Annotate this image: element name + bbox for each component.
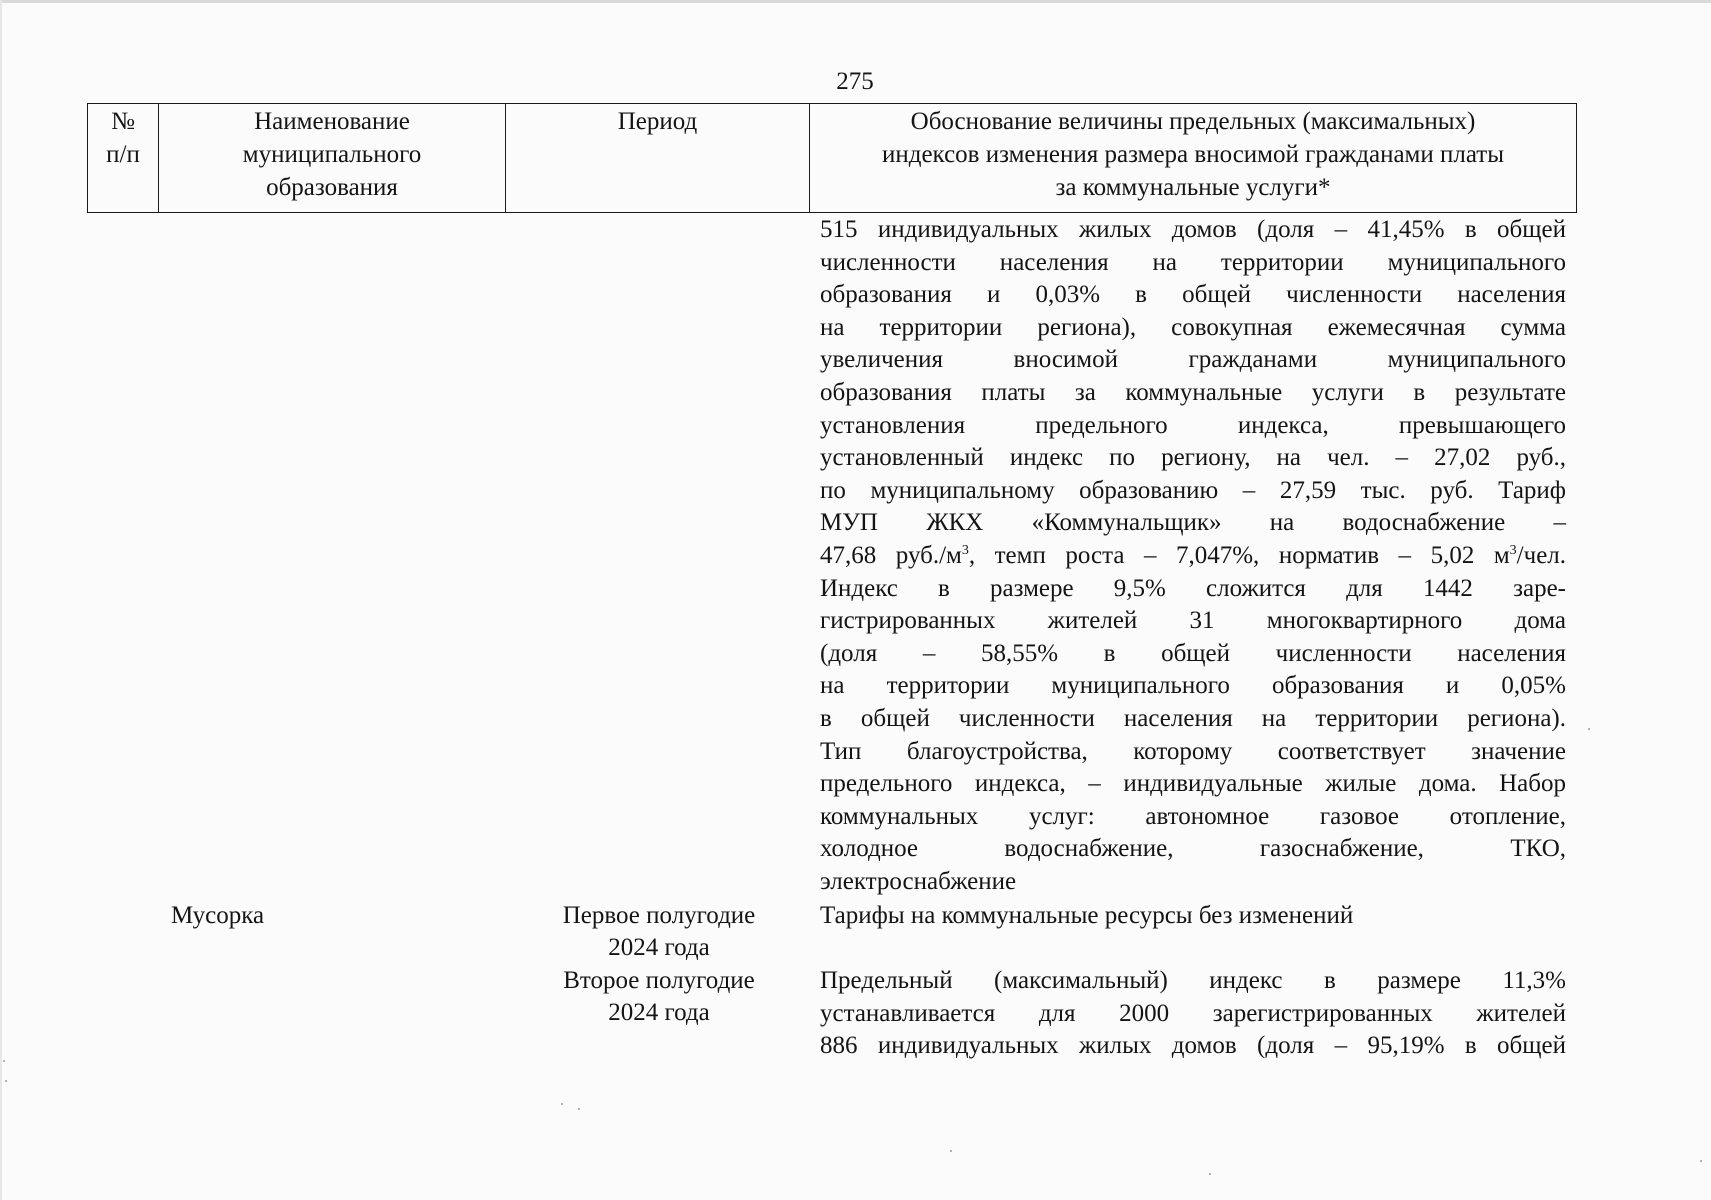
scan-speck [3,1060,5,1062]
header-period-label: Период [617,108,698,135]
justification-line: электроснабжение [820,867,1017,895]
header-cell-municipality [159,104,506,213]
justification-line: по муниципальному образованию – 27,59 тыс. руб. Тариф [820,476,1566,504]
header-municipality-line: образования [266,174,398,201]
superscript: 3 [961,542,969,558]
tariff-note: Тарифы на коммунальные ресурсы без изменений [820,902,1354,929]
tariff-text: , темп роста – 7,047%, норматив – 5,02 м [968,541,1510,569]
header-cell-number [88,104,159,213]
header-justification-line: за коммунальные услуги* [1055,174,1331,201]
scan-speck [1588,728,1590,730]
justification-line: предельного индекса, – индивидуальные жилые дома. Набор [820,770,1566,798]
justification-line: устанавливается для 2000 зарегистрированных жителей [820,999,1566,1027]
header-municipality-line: Наименование [254,108,410,135]
justification-line: коммунальных услуг: автономное газовое отопление, [820,802,1566,830]
period-line: Первое полугодие [562,902,756,929]
justification-line: Предельный (максимальный) индекс в размере 11,3% [820,967,1566,994]
header-justification-line: Обоснование величины предельных (максимальных) [910,108,1476,135]
period-second-half [506,965,812,1029]
justification-line: Тип благоустройства, которому соответствует значение [820,737,1566,765]
scan-edge-top [0,0,1711,3]
justification-line: увеличения вносимой гражданами муниципального [820,346,1566,374]
municipality-name: Мусорка [171,902,265,929]
scan-speck [561,1103,563,1105]
justification-line: на территории муниципального образования и 0,05% [820,672,1566,700]
justification-line: МУП ЖКХ «Коммунальщик» на водоснабжение – [820,509,1566,537]
justification-line: (доля – 58,55% в общей численности населения [820,639,1566,667]
scan-speck [5,1080,7,1082]
justification-line: гистрированных жителей 31 многоквартирного дома [820,607,1566,635]
header-cell-justification [810,104,1577,213]
table-header-row [88,104,1577,213]
header-cell-period [506,104,810,213]
justification-line: на территории региона), совокупная ежемесячная сумма [820,313,1566,341]
justification-line: Индекс в размере 9,5% сложится для 1442 заре- [820,574,1566,602]
justification-line: в общей численности населения на территории региона). [820,704,1566,732]
period-line: Второе полугодие [563,967,755,994]
justification-line: установленный индекс по региону, на чел. – 27,02 руб., [820,444,1566,472]
scan-edge-left [0,0,2,1200]
period-line: 2024 года [608,999,710,1026]
superscript: 3 [1509,542,1517,558]
scan-speck [1209,1173,1211,1175]
justification-line: численности населения на территории муниципального [820,248,1566,276]
header-number-line: № [111,108,135,135]
period-first-half [506,900,812,964]
tariff-text: /чел. [1516,541,1567,569]
scan-speck [578,1108,580,1110]
header-municipality-line: муниципального [242,141,422,168]
justification-line: образования и 0,03% в общей численности населения [820,281,1566,309]
justification-second-half [820,965,1566,1063]
justification-continuation [820,214,1566,898]
tariff-text: 47,68 руб./м [820,541,962,569]
period-line: 2024 года [608,934,710,961]
table-header [87,103,1577,213]
justification-line: 886 индивидуальных жилых домов (доля – 95,19% в общей [820,1032,1566,1060]
justification-line: холодное водоснабжение, газоснабжение, ТКО, [820,835,1566,863]
page-number: 275 [836,68,874,95]
tariff-line [820,540,1566,573]
scan-speck [1700,1160,1702,1162]
header-number-line: п/п [106,141,140,168]
justification-line: образования платы за коммунальные услуги в результате [820,378,1566,406]
justification-line: 515 индивидуальных жилых домов (доля – 41,45% в общей [820,216,1566,243]
justification-line: установления предельного индекса, превышающего [820,411,1566,439]
scan-speck [950,1150,952,1152]
header-justification-line: индексов изменения размера вносимой гражданами платы [881,141,1505,168]
